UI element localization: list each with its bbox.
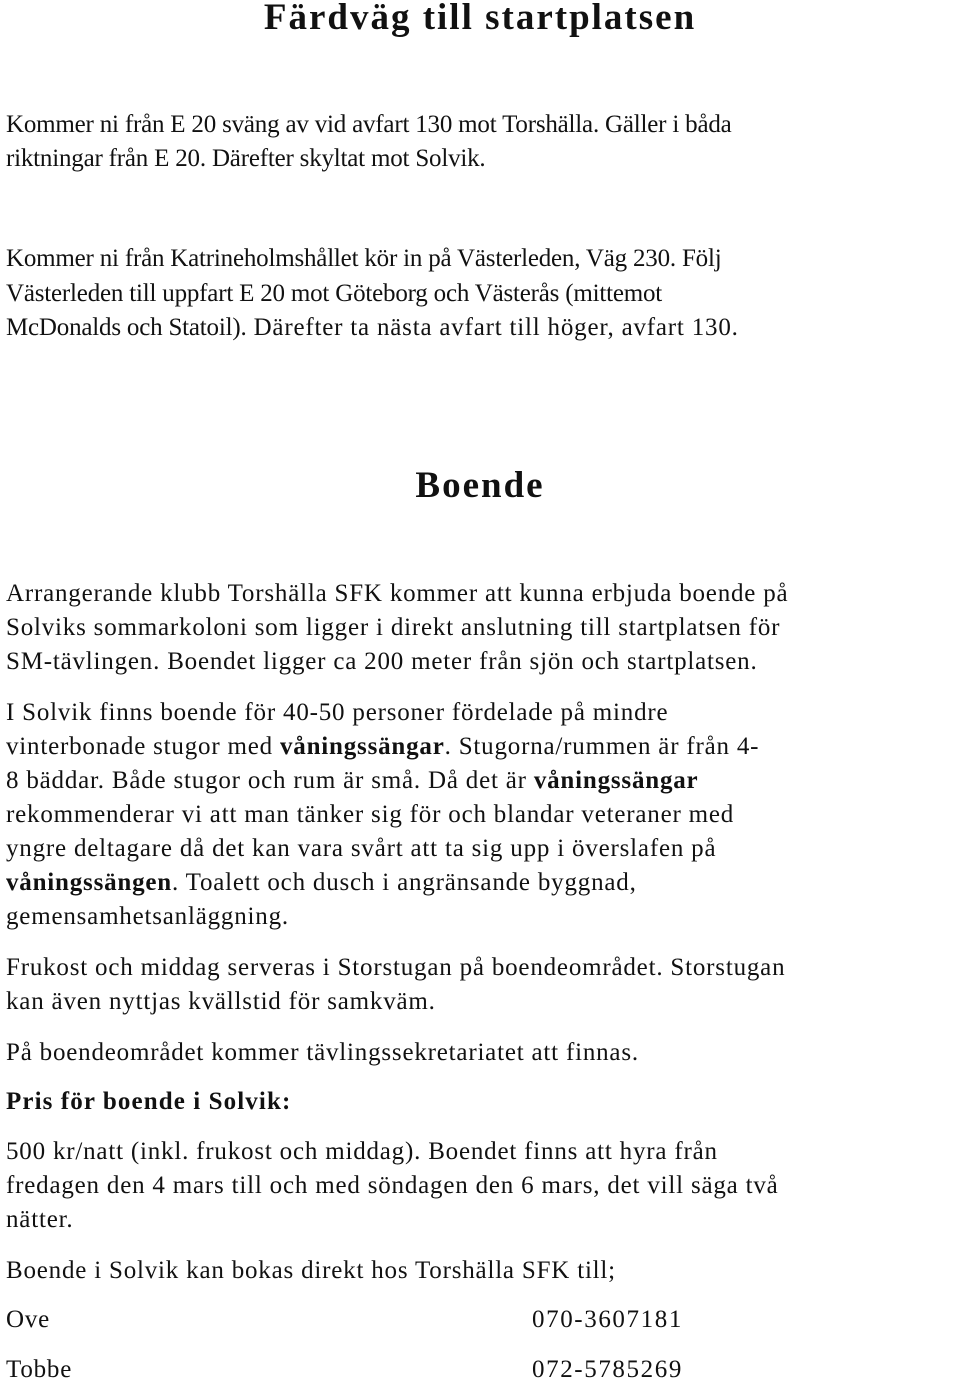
text-span: 8 bäddar. Både stugor och rum är små. Då det är bbox=[6, 767, 534, 794]
boende-paragraph-2-line-2 bbox=[6, 731, 759, 763]
heading-route: Färdväg till startplatsen bbox=[263, 0, 697, 38]
boende-paragraph-4: På boendeområdet kommer tävlingssekretariatet att finnas. bbox=[6, 1039, 639, 1066]
boende-paragraph-3-line-1: Frukost och middag serveras i Storstugan på boendeområdet. Storstugan bbox=[6, 954, 786, 981]
boende-paragraph-2-line-5: yngre deltagare då det kan vara svårt att ta sig upp i överslafen på bbox=[6, 835, 717, 862]
boende-paragraph-2-line-1: I Solvik finns boende för 40-50 personer fördelade på mindre bbox=[6, 699, 669, 726]
contact-phone: 072-5785269 bbox=[532, 1356, 683, 1383]
text-span: . Toalett och dusch i angränsande byggnad, bbox=[172, 869, 637, 896]
route-paragraph-1-line-2: riktningar från E 20. Därefter skyltat mot Solvik. bbox=[6, 145, 486, 172]
text-span: vinterbonade stugor med bbox=[6, 733, 280, 760]
boende-paragraph-1-line-1: Arrangerande klubb Torshälla SFK kommer att kunna erbjuda boende på bbox=[6, 580, 789, 607]
boende-paragraph-5-line-3: nätter. bbox=[6, 1206, 74, 1233]
route-paragraph-2-line-2: Västerleden till uppfart E 20 mot Göteborg och Västerås (mittemot bbox=[6, 280, 663, 307]
boende-paragraph-5-line-1: 500 kr/natt (inkl. frukost och middag). Boendet finns att hyra från bbox=[6, 1138, 718, 1165]
route-line-3-end: Därefter ta nästa avfart till höger, avfart 130. bbox=[246, 314, 739, 341]
text-span: . Stugorna/rummen är från 4- bbox=[444, 733, 760, 760]
boende-paragraph-3-line-2: kan även nyttjas kvällstid för samkväm. bbox=[6, 988, 436, 1015]
contact-name: Ove bbox=[6, 1306, 51, 1333]
boende-paragraph-2-line-3 bbox=[6, 765, 698, 797]
boende-paragraph-2-line-6 bbox=[6, 867, 637, 899]
heading-boende: Boende bbox=[415, 465, 545, 506]
route-paragraph-1-line-1: Kommer ni från E 20 sväng av vid avfart 130 mot Torshälla. Gäller i båda bbox=[6, 111, 732, 138]
boende-paragraph-2-line-4: rekommenderar vi att man tänker sig för och blandar veteraner med bbox=[6, 801, 735, 828]
emphasis-bunk-bed: våningssängen bbox=[6, 869, 173, 896]
route-paragraph-2-line-3 bbox=[6, 312, 739, 344]
contact-phone: 070-3607181 bbox=[532, 1306, 683, 1333]
emphasis-bunk-beds: våningssängar bbox=[533, 767, 699, 794]
boende-paragraph-1-line-2: Solviks sommarkoloni som ligger i direkt anslutning till startplatsen för bbox=[6, 614, 781, 641]
boende-paragraph-6: Boende i Solvik kan bokas direkt hos Torshälla SFK till; bbox=[6, 1257, 616, 1284]
route-line-3-start: McDonalds och Statoil). bbox=[6, 314, 247, 341]
route-paragraph-2-line-1: Kommer ni från Katrineholmshållet kör in på Västerleden, Väg 230. Följ bbox=[6, 245, 722, 272]
contact-name: Tobbe bbox=[6, 1356, 73, 1383]
boende-paragraph-2-line-7: gemensamhetsanläggning. bbox=[6, 903, 289, 930]
boende-paragraph-1-line-3: SM-tävlingen. Boendet ligger ca 200 meter från sjön och startplatsen. bbox=[6, 648, 758, 675]
boende-paragraph-5-line-2: fredagen den 4 mars till och med söndagen den 6 mars, det vill säga två bbox=[6, 1172, 779, 1199]
emphasis-bunk-beds: våningssängar bbox=[280, 733, 445, 760]
price-heading: Pris för boende i Solvik: bbox=[6, 1088, 292, 1115]
